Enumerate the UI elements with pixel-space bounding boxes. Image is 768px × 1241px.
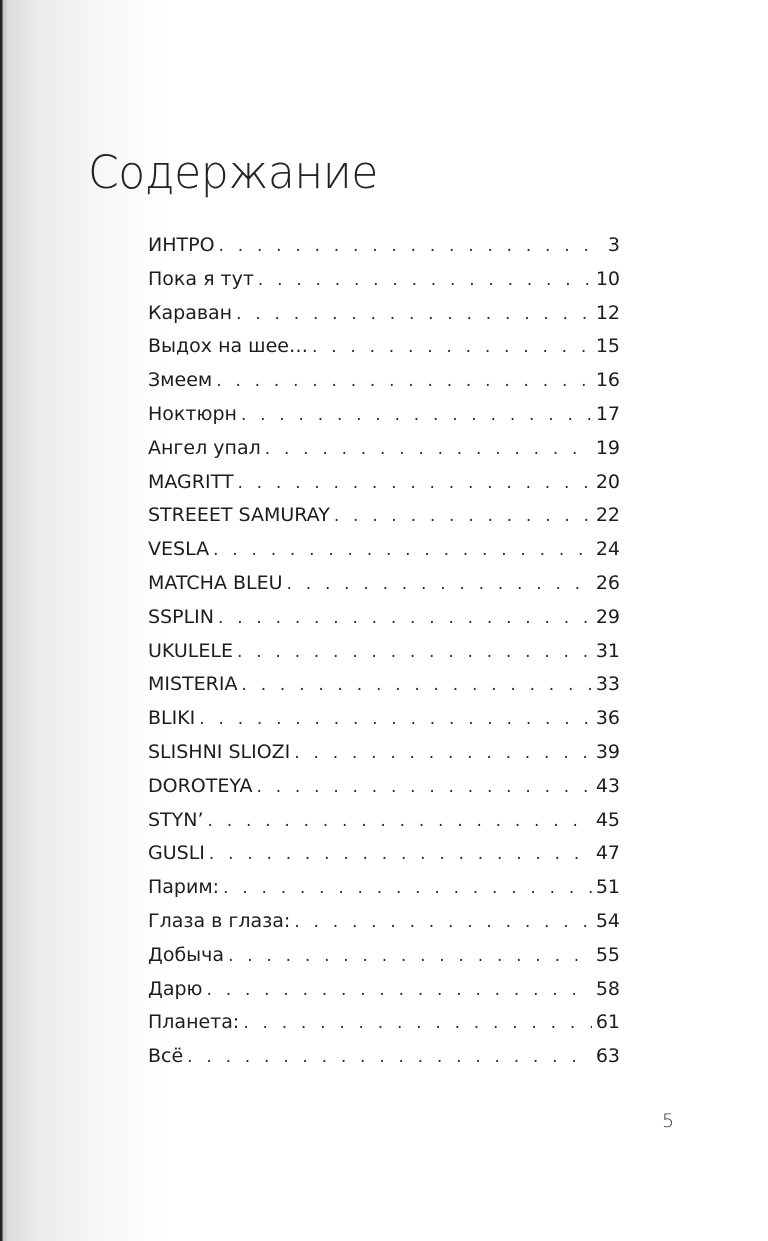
toc-entry xyxy=(148,398,620,432)
toc-entry-title: ИНТРО xyxy=(148,234,215,256)
toc-entry-title: SSPLIN xyxy=(148,605,214,628)
toc-entry-page: 61 xyxy=(595,1011,620,1034)
toc-entry xyxy=(148,939,620,973)
toc-entry-title: Выдох на шее… xyxy=(148,335,308,358)
toc-entry xyxy=(148,432,620,466)
toc-entry xyxy=(148,837,620,871)
toc-entry-page: 26 xyxy=(595,571,620,594)
toc-leader-dots xyxy=(236,298,592,332)
toc-entry-page: 47 xyxy=(595,842,620,865)
toc-entry xyxy=(148,1040,620,1074)
toc-leader-dots xyxy=(256,771,591,805)
toc-entry-title: Дарю xyxy=(148,977,203,1000)
toc-entry-page: 58 xyxy=(595,977,620,1000)
toc-entry xyxy=(148,330,620,364)
toc-leader-dots xyxy=(237,636,592,670)
toc-entry xyxy=(148,668,620,702)
toc-entry-title: Пока я тут xyxy=(148,267,254,290)
toc-entry xyxy=(148,702,620,736)
toc-entry-title: Добыча xyxy=(148,943,225,966)
toc-entry-title: DOROTEYA xyxy=(148,774,253,797)
toc-entry-page: 39 xyxy=(595,740,620,763)
toc-entry xyxy=(148,635,620,669)
toc-entry-title: GUSLI xyxy=(148,842,205,865)
toc-leader-dots xyxy=(294,906,591,940)
toc-entry xyxy=(148,601,620,635)
toc-entry-page: 45 xyxy=(595,808,620,831)
toc-entry xyxy=(148,871,620,905)
toc-entry-page: 12 xyxy=(595,301,620,324)
toc-entry xyxy=(148,770,620,804)
toc-leader-dots xyxy=(207,974,592,1008)
toc-entry-title: Всё xyxy=(148,1045,184,1068)
toc-entry xyxy=(148,229,620,263)
page-title: Содержание xyxy=(88,146,378,199)
toc-leader-dots xyxy=(265,433,592,467)
toc-leader-dots xyxy=(209,838,592,872)
page-number: 5 xyxy=(662,1110,675,1132)
toc-entry xyxy=(148,736,620,770)
toc-entry xyxy=(148,297,620,331)
toc-leader-dots xyxy=(187,1041,592,1075)
toc-entry-title: STYN’ xyxy=(148,808,204,831)
toc-entry-page: 55 xyxy=(595,943,620,966)
toc-entry-page: 19 xyxy=(595,436,620,459)
toc-entry-title: Караван xyxy=(148,301,233,324)
toc-entry-title: Ноктюрн xyxy=(148,402,237,425)
toc-entry-page: 63 xyxy=(595,1045,620,1068)
toc-entry xyxy=(148,466,620,500)
toc-leader-dots xyxy=(334,500,592,534)
toc-entry xyxy=(148,533,620,567)
toc-entry xyxy=(148,567,620,601)
toc-entry-page: 3 xyxy=(607,234,620,256)
toc-leader-dots xyxy=(237,467,591,501)
toc-entry-page: 29 xyxy=(595,605,620,628)
toc-entry-page: 43 xyxy=(595,774,620,797)
toc-leader-dots xyxy=(213,534,592,568)
toc-entry-page: 10 xyxy=(595,267,620,290)
toc-entry xyxy=(148,263,620,297)
toc-entry-page: 36 xyxy=(595,707,620,730)
toc-entry-title: Глаза в глаза: xyxy=(148,909,291,932)
table-of-contents xyxy=(148,229,620,1074)
toc-entry xyxy=(148,364,620,398)
toc-leader-dots xyxy=(208,805,592,839)
toc-entry xyxy=(148,1006,620,1040)
toc-entry-title: Змеем xyxy=(148,369,213,392)
toc-entry xyxy=(148,804,620,838)
toc-leader-dots xyxy=(241,399,592,433)
toc-leader-dots xyxy=(294,737,592,771)
toc-entry-title: MATCHA BLEU xyxy=(148,571,283,594)
toc-leader-dots xyxy=(258,264,592,298)
toc-entry-title: UKULELE xyxy=(148,639,233,662)
toc-entry xyxy=(148,973,620,1007)
toc-entry-page: 54 xyxy=(595,909,620,932)
toc-entry-title: STREEET SAMURAY xyxy=(148,504,330,527)
toc-leader-dots xyxy=(219,230,604,264)
toc-leader-dots xyxy=(199,703,592,737)
toc-leader-dots xyxy=(243,1007,592,1041)
toc-entry-page: 20 xyxy=(595,470,620,493)
toc-entry-title: MISTERIA xyxy=(148,673,238,696)
toc-entry-title: MAGRITT xyxy=(148,470,234,493)
toc-entry-title: Парим: xyxy=(148,876,220,899)
toc-entry-page: 17 xyxy=(595,402,620,425)
toc-entry-page: 24 xyxy=(595,538,620,561)
toc-entry xyxy=(148,499,620,533)
toc-entry-page: 15 xyxy=(595,335,620,358)
toc-entry-title: SLISHNI SLIOZI xyxy=(148,740,291,763)
toc-entry-page: 22 xyxy=(595,504,620,527)
toc-entry-page: 31 xyxy=(595,639,620,662)
toc-entry-title: Ангел упал xyxy=(148,436,261,459)
toc-leader-dots xyxy=(228,940,592,974)
toc-entry-page: 16 xyxy=(595,369,620,392)
toc-entry-title: VESLA xyxy=(148,538,210,561)
toc-leader-dots xyxy=(223,872,592,906)
toc-entry-title: BLIKI xyxy=(148,707,196,730)
toc-entry-title: Планета: xyxy=(148,1011,240,1034)
toc-leader-dots xyxy=(218,602,592,636)
toc-entry xyxy=(148,905,620,939)
toc-entry-page: 33 xyxy=(595,673,620,696)
toc-leader-dots xyxy=(312,331,592,365)
toc-leader-dots xyxy=(241,669,591,703)
toc-entry-page: 51 xyxy=(595,876,620,899)
toc-leader-dots xyxy=(216,365,592,399)
toc-leader-dots xyxy=(287,568,592,602)
